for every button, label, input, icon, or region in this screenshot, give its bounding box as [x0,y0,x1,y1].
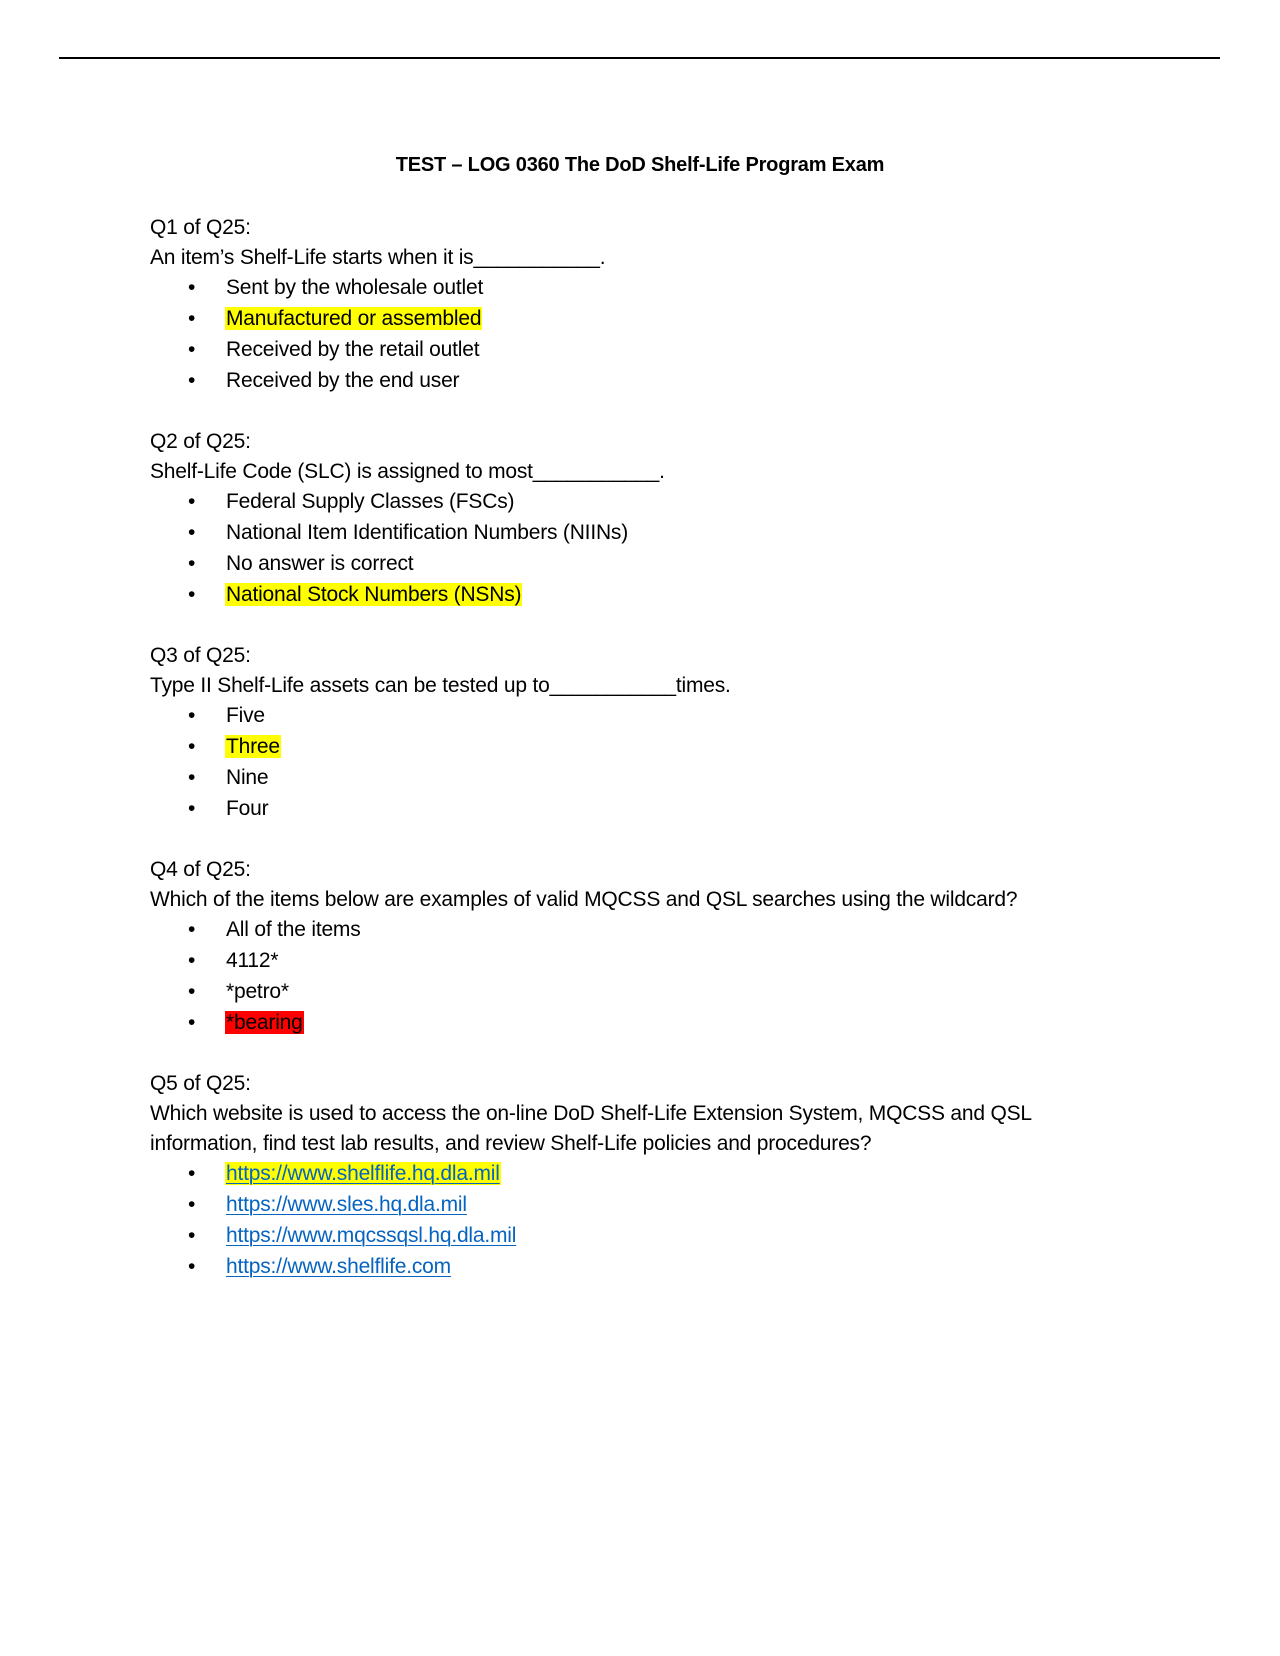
answer-option[interactable] [150,794,1070,825]
bullet-icon: • [188,369,196,392]
bullet-icon: • [188,980,196,1003]
bullet-icon: • [188,338,196,361]
bullet-icon: • [188,735,196,758]
answer-option[interactable] [150,335,1070,366]
bullet-icon: • [188,949,196,972]
question-number: Q3 of Q25: [150,644,251,667]
answer-option[interactable] [150,304,1070,335]
answer-option-label: Received by the retail outlet [226,338,480,361]
question-list [150,213,1070,1313]
bullet-icon: • [188,797,196,820]
document-title: TEST – LOG 0360 The DoD Shelf-Life Program Exam [395,154,885,176]
answer-option[interactable] [150,763,1070,794]
answer-option[interactable] [150,1252,1070,1283]
answer-option-label: Sent by the wholesale outlet [226,276,484,299]
question-number: Q5 of Q25: [150,1072,251,1095]
answer-option[interactable] [150,915,1070,946]
question-number: Q2 of Q25: [150,430,251,453]
answer-option[interactable] [150,273,1070,304]
answer-option[interactable] [150,977,1070,1008]
question-text: Shelf-Life Code (SLC) is assigned to most___________. [150,460,665,483]
question-number: Q4 of Q25: [150,858,251,881]
answer-option[interactable] [150,366,1070,397]
answer-option-label: National Item Identification Numbers (NIINs) [226,521,629,544]
bullet-icon: • [188,1011,196,1034]
bullet-icon: • [188,1255,196,1278]
answer-option-label: 4112* [226,949,279,972]
answer-option[interactable] [150,1008,1070,1039]
question [150,427,1070,611]
answer-option-label: Received by the end user [226,369,460,392]
question-number: Q1 of Q25: [150,216,251,239]
bullet-icon: • [188,704,196,727]
answer-options [150,1159,1070,1283]
question [150,1069,1070,1283]
bullet-icon: • [188,276,196,299]
answer-options [150,487,1070,611]
bullet-icon: • [188,766,196,789]
answer-option-label: *petro* [226,980,289,1003]
answer-option[interactable] [150,518,1070,549]
answer-option-label: *bearing [226,1011,303,1034]
question [150,855,1070,1039]
answer-option[interactable] [150,946,1070,977]
bullet-icon: • [188,307,196,330]
answer-link[interactable]: https://www.mqcssqsl.hq.dla.mil [226,1224,517,1247]
question-text: Type II Shelf-Life assets can be tested up to___________times. [150,674,731,697]
bullet-icon: • [188,583,196,606]
answer-options [150,273,1070,397]
answer-option[interactable] [150,1159,1070,1190]
question-text: An item’s Shelf-Life starts when it is___________. [150,246,606,269]
answer-options [150,701,1070,825]
answer-option[interactable] [150,549,1070,580]
answer-option[interactable] [150,580,1070,611]
bullet-icon: • [188,1162,196,1185]
answer-link[interactable]: https://www.shelflife.hq.dla.mil [226,1162,500,1185]
answer-link[interactable]: https://www.shelflife.com [226,1255,451,1278]
answer-option-label: Three [226,735,280,758]
answer-options [150,915,1070,1039]
answer-option[interactable] [150,732,1070,763]
bullet-icon: • [188,1193,196,1216]
answer-option[interactable] [150,701,1070,732]
bullet-icon: • [188,1224,196,1247]
answer-option-label: Five [226,704,265,727]
answer-option-label: Nine [226,766,269,789]
answer-option[interactable] [150,487,1070,518]
answer-option-label: National Stock Numbers (NSNs) [226,583,522,606]
bullet-icon: • [188,490,196,513]
answer-option-label: All of the items [226,918,361,941]
bullet-icon: • [188,521,196,544]
question [150,641,1070,825]
bullet-icon: • [188,552,196,575]
answer-link[interactable]: https://www.sles.hq.dla.mil [226,1193,467,1216]
bullet-icon: • [188,918,196,941]
answer-option-label: Federal Supply Classes (FSCs) [226,490,515,513]
question-text: Which website is used to access the on-line DoD Shelf-Life Extension System, MQCSS and QSL information, find test lab results, and review Shelf-Life policies and procedures? [150,1102,1032,1155]
question-text: Which of the items below are examples of valid MQCSS and QSL searches using the wildcard? [150,888,1018,911]
answer-option-label: Four [226,797,269,820]
answer-option-label: Manufactured or assembled [226,307,482,330]
answer-option-label: No answer is correct [226,552,414,575]
header-rule [59,57,1220,59]
answer-option[interactable] [150,1190,1070,1221]
question [150,213,1070,397]
answer-option[interactable] [150,1221,1070,1252]
